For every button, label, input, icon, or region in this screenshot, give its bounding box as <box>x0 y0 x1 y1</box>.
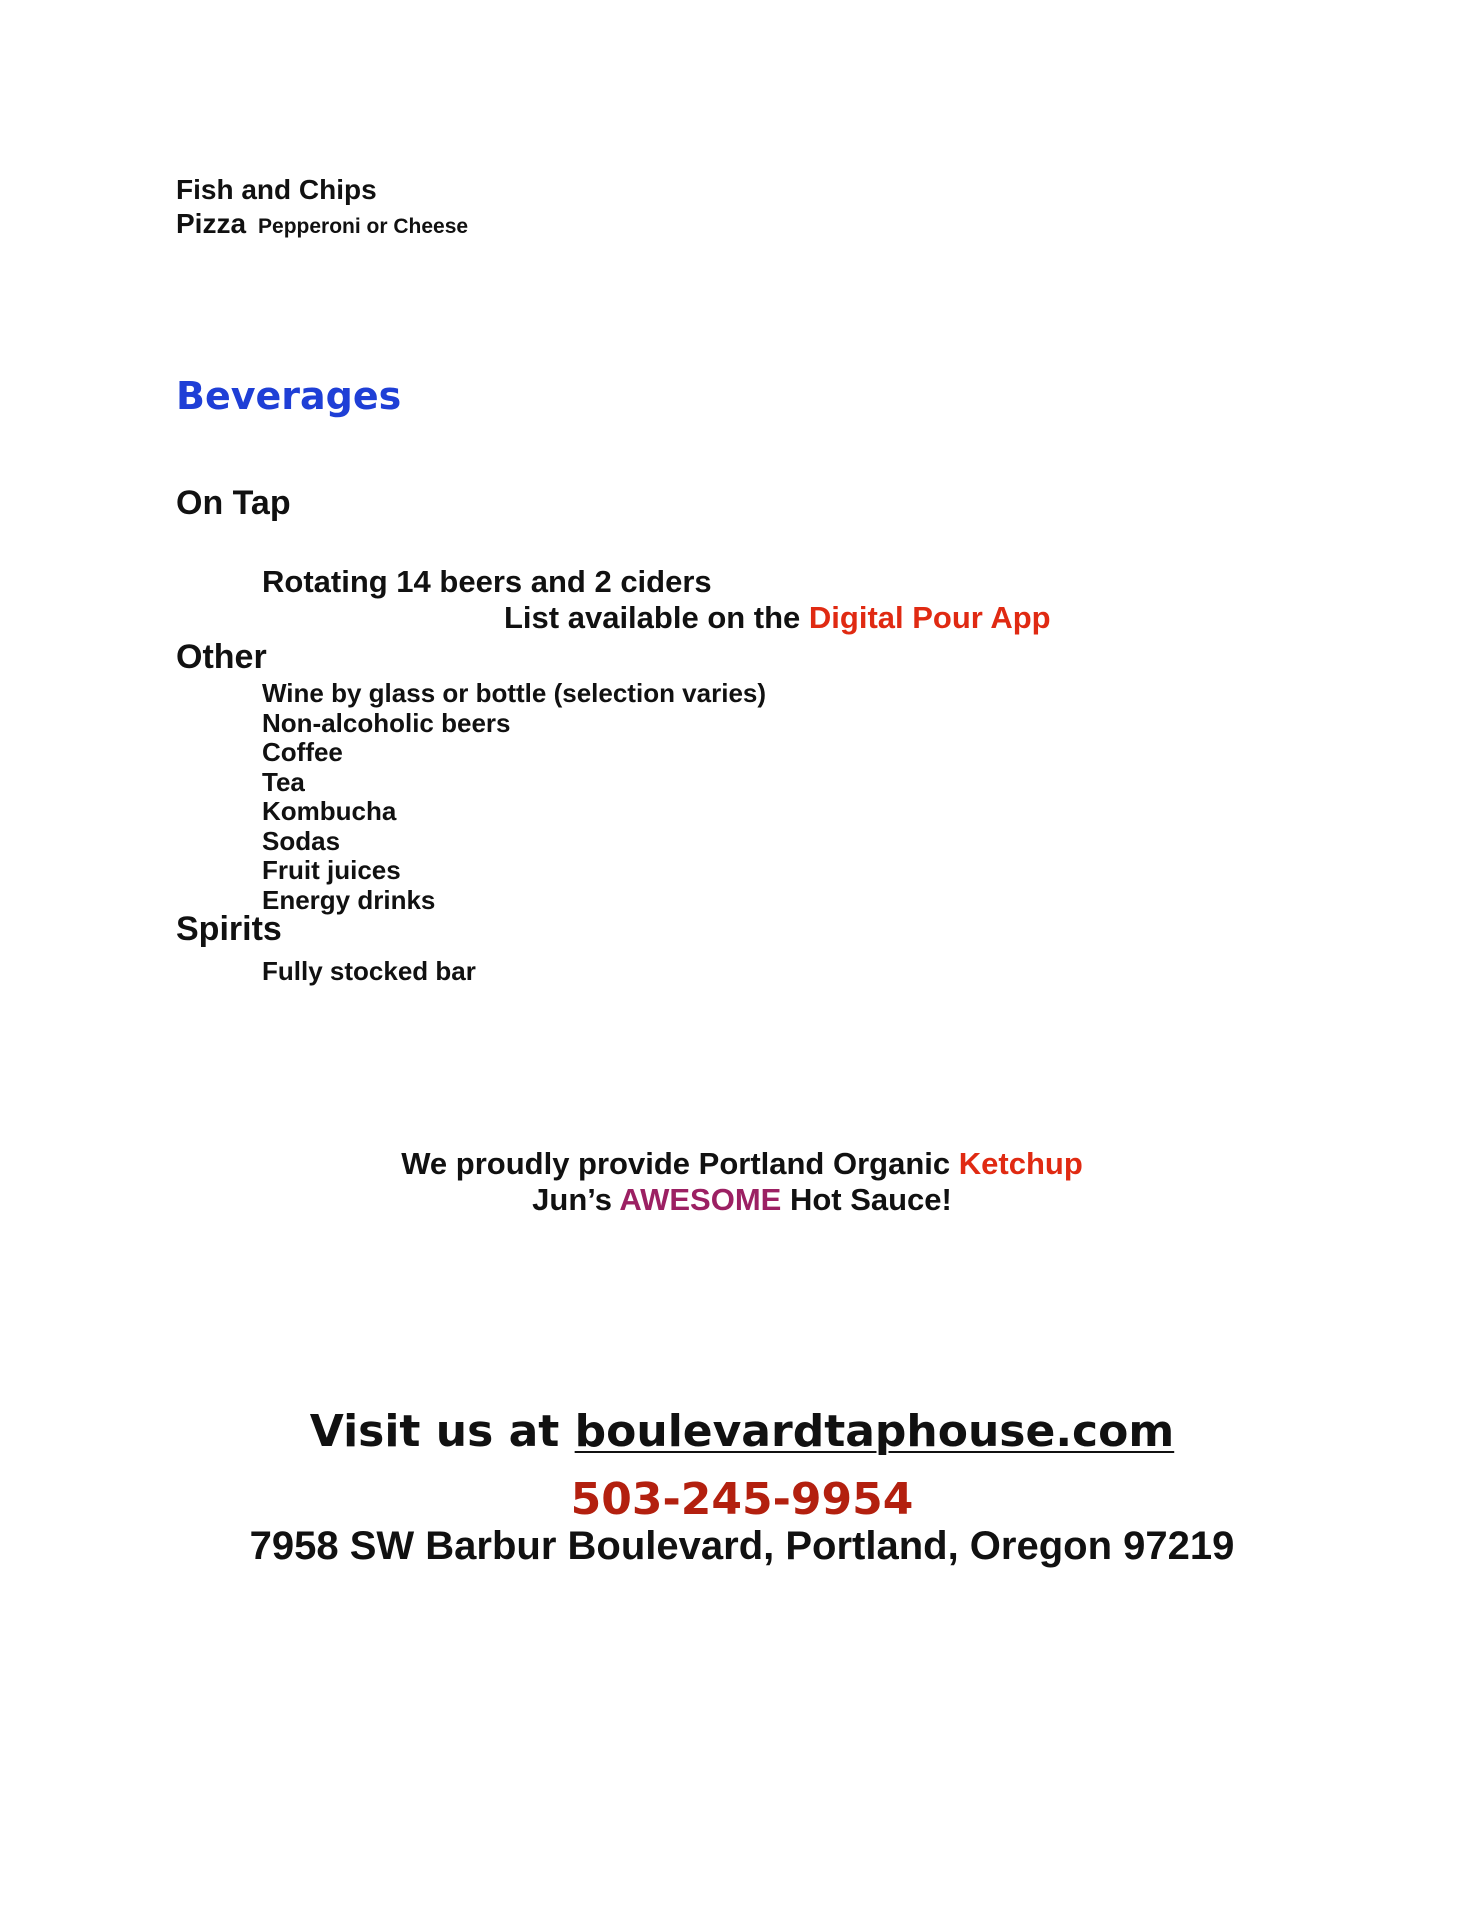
list-item: Coffee <box>262 737 343 767</box>
list-item: Tea <box>262 766 305 797</box>
spirits-item: Fully stocked bar <box>262 956 476 986</box>
on-tap-description: Rotating 14 beers and 2 ciders <box>262 564 712 599</box>
menu-item-name: Pizza <box>176 208 247 239</box>
subhead-other: Other <box>176 638 267 676</box>
on-tap-app-note <box>504 600 1051 636</box>
other-beverages-list <box>262 679 766 915</box>
menu-item-note: Pepperoni or Cheese <box>258 215 469 238</box>
menu-item-name: Fish and Chips <box>176 174 377 205</box>
promo-accent-ketchup: Ketchup <box>958 1146 1083 1181</box>
menu-item-pizza <box>176 208 468 240</box>
promo-accent-awesome: AWESOME <box>619 1182 782 1217</box>
website-link[interactable]: boulevardtaphouse.com <box>574 1406 1175 1457</box>
promo-ketchup <box>0 1146 1484 1182</box>
promo-hot-sauce <box>0 1182 1484 1218</box>
menu-item-fish-and-chips <box>176 174 377 206</box>
subhead-on-tap: On Tap <box>176 484 291 522</box>
app-name: Digital Pour App <box>808 600 1051 635</box>
visit-line <box>0 1406 1484 1457</box>
visit-text: Visit us at <box>309 1406 575 1457</box>
list-item: Energy drinks <box>262 884 436 915</box>
subhead-spirits: Spirits <box>176 910 282 948</box>
phone-number: 503-245-9954 <box>570 1474 914 1525</box>
promo-text: Hot Sauce! <box>781 1182 952 1217</box>
list-item: Fruit juices <box>262 855 401 885</box>
promo-text: Jun’s <box>532 1182 620 1217</box>
section-title-beverages: Beverages <box>176 374 402 418</box>
list-item: Wine by glass or bottle (selection varies) <box>262 678 767 708</box>
list-item: Kombucha <box>262 796 397 826</box>
list-item: Non-alcoholic beers <box>262 707 511 738</box>
address: 7958 SW Barbur Boulevard, Portland, Oregon 97219 <box>249 1524 1235 1568</box>
promo-text: We proudly provide Portland Organic <box>401 1146 959 1181</box>
app-note-text: List available on the <box>504 600 809 635</box>
list-item: Sodas <box>262 825 341 856</box>
